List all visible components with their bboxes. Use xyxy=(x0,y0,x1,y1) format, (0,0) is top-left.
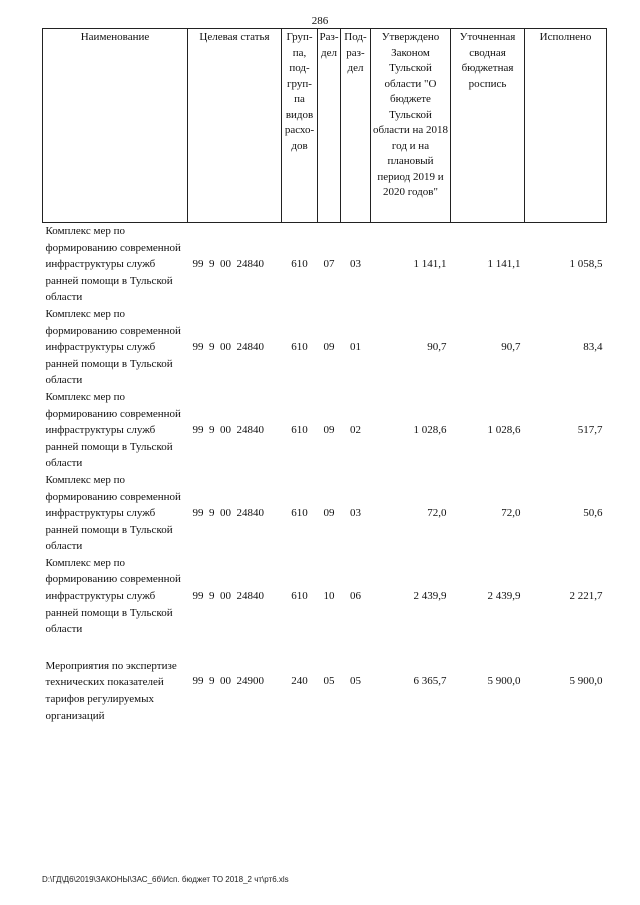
header-executed: Исполнено xyxy=(525,29,607,223)
cell-section: 09 xyxy=(323,424,335,437)
cell-group: 610 xyxy=(291,341,308,354)
cell-refined: 90,7 xyxy=(501,341,521,354)
table-row xyxy=(43,638,607,724)
header-target: Целевая статья xyxy=(188,29,282,223)
cell-section: 09 xyxy=(323,341,335,354)
cell-name: Комплекс мер по формированию современной инфраструктуры служб ранней помощи в Тульской области xyxy=(45,307,181,387)
cell-section: 10 xyxy=(323,590,335,603)
cell-refined: 5 900,0 xyxy=(487,674,521,687)
budget-table xyxy=(42,28,607,724)
cell-name: Комплекс мер по формированию современной инфраструктуры служб ранней помощи в Тульской области xyxy=(45,556,181,636)
table-row xyxy=(43,555,607,638)
cell-executed: 1 058,5 xyxy=(569,258,603,271)
cell-target: 99 9 00 24840 xyxy=(192,258,264,271)
cell-refined: 72,0 xyxy=(501,507,521,520)
cell-subsection: 03 xyxy=(350,507,361,520)
cell-subsection: 02 xyxy=(350,424,361,437)
cell-subsection: 06 xyxy=(350,590,361,603)
cell-target: 99 9 00 24840 xyxy=(192,590,264,603)
table-row xyxy=(43,306,607,389)
header-row xyxy=(43,29,607,223)
table-row xyxy=(43,223,607,306)
cell-approved: 6 365,7 xyxy=(413,674,447,687)
cell-executed: 2 221,7 xyxy=(569,590,603,603)
cell-refined: 2 439,9 xyxy=(487,590,521,603)
cell-name: Комплекс мер по формированию современной инфраструктуры служб ранней помощи в Тульской области xyxy=(45,390,181,470)
cell-group: 610 xyxy=(291,424,308,437)
cell-executed: 517,7 xyxy=(577,424,603,437)
cell-target: 99 9 00 24840 xyxy=(192,507,264,520)
cell-group: 610 xyxy=(291,590,308,603)
header-section: Раз-дел xyxy=(318,29,341,223)
cell-refined: 1 028,6 xyxy=(487,424,521,437)
cell-target: 99 9 00 24840 xyxy=(192,424,264,437)
cell-name: Мероприятия по экспертизе технических показателей тарифов регулируемых организаций xyxy=(45,659,177,722)
cell-subsection: 05 xyxy=(350,674,361,687)
cell-group: 610 xyxy=(291,507,308,520)
cell-group: 610 xyxy=(291,258,308,271)
header-subsection: Под-раз-дел xyxy=(341,29,371,223)
page-number: 286 xyxy=(311,15,329,27)
header-approved: Утверждено Законом Тульской области "О бюджете Тульской области на 2018 год и на плановый период 2019 и 2020 годов" xyxy=(371,29,451,223)
cell-approved: 72,0 xyxy=(427,507,447,520)
cell-name: Комплекс мер по формированию современной инфраструктуры служб ранней помощи в Тульской области xyxy=(45,225,181,304)
cell-target: 99 9 00 24840 xyxy=(192,341,264,354)
cell-approved: 1 141,1 xyxy=(413,258,447,271)
cell-section: 07 xyxy=(323,258,335,271)
header-name: Наименование xyxy=(43,29,188,223)
table-row xyxy=(43,472,607,555)
cell-section: 05 xyxy=(323,674,335,687)
cell-approved: 2 439,9 xyxy=(413,590,447,603)
cell-executed: 5 900,0 xyxy=(569,674,603,687)
header-refined: Уточненная сводная бюджетная роспись xyxy=(451,29,525,223)
cell-refined: 1 141,1 xyxy=(487,258,521,271)
cell-subsection: 03 xyxy=(350,258,361,271)
cell-executed: 83,4 xyxy=(583,341,603,354)
cell-executed: 50,6 xyxy=(583,507,603,520)
cell-subsection: 01 xyxy=(350,341,361,354)
file-path-footer: D:\ГД\Д6\2019\ЗАКОНЫ\ЗАС_6б\Исп. бюджет ТО 2018_2 чт\рт6.xls xyxy=(42,875,289,884)
cell-group: 240 xyxy=(291,674,308,687)
cell-name: Комплекс мер по формированию современной инфраструктуры служб ранней помощи в Тульской области xyxy=(45,473,181,553)
cell-approved: 1 028,6 xyxy=(413,424,447,437)
table-row xyxy=(43,389,607,472)
cell-section: 09 xyxy=(323,507,335,520)
cell-approved: 90,7 xyxy=(427,341,447,354)
cell-target: 99 9 00 24900 xyxy=(192,674,264,687)
header-group: Груп-па, под-груп-па видов расхо-дов xyxy=(282,29,318,223)
